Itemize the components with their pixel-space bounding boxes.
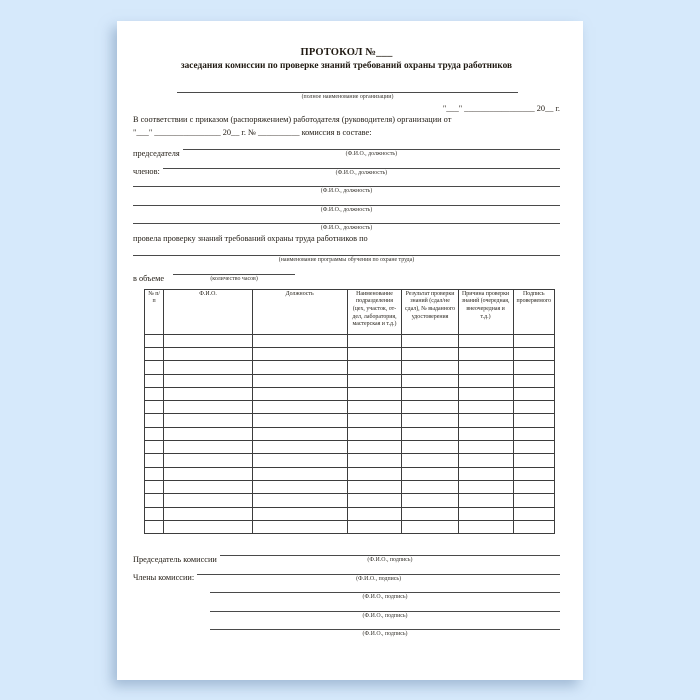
table-cell — [458, 334, 513, 347]
table-cell — [513, 441, 554, 454]
organization-name-line — [177, 83, 518, 93]
table-cell — [347, 480, 402, 493]
table-cell — [164, 387, 253, 400]
table-cell — [402, 480, 458, 493]
table-cell — [513, 387, 554, 400]
table-header-cell: Должность — [252, 289, 347, 334]
table-cell — [347, 401, 402, 414]
member-composition-row — [133, 214, 560, 231]
table-cell — [145, 454, 164, 467]
member-signature-line — [210, 602, 560, 612]
table-cell — [164, 520, 253, 533]
chairman-fill-line — [183, 140, 560, 150]
table-body — [145, 334, 555, 533]
table-cell — [458, 374, 513, 387]
conducted-check-line: провела проверку знаний требований охраны труда работников по — [133, 233, 368, 243]
table-cell — [252, 374, 347, 387]
table-cell — [513, 507, 554, 520]
table-cell — [458, 347, 513, 360]
program-name-caption: (наименование программы обучения по охране труда) — [278, 256, 415, 263]
table-cell — [252, 387, 347, 400]
table-cell — [164, 414, 253, 427]
member-composition-row — [133, 196, 560, 213]
fio-sign-caption: (Ф.И.О., подпись) — [356, 575, 402, 582]
table-cell — [252, 507, 347, 520]
table-cell — [347, 334, 402, 347]
table-row — [145, 334, 555, 347]
table-cell — [347, 507, 402, 520]
table-cell — [164, 347, 253, 360]
table-cell — [347, 520, 402, 533]
table-row — [145, 507, 555, 520]
table-cell — [513, 374, 554, 387]
table-cell — [145, 441, 164, 454]
table-cell — [347, 361, 402, 374]
verification-table — [144, 289, 555, 534]
table-cell — [164, 467, 253, 480]
fio-sign-caption: (Ф.И.О., подпись) — [362, 594, 408, 601]
table-row — [145, 414, 555, 427]
table-row — [145, 480, 555, 493]
table-cell — [458, 361, 513, 374]
table-cell — [252, 427, 347, 440]
table-cell — [252, 467, 347, 480]
table-cell — [402, 361, 458, 374]
intro-paragraph-line1: В соответствии с приказом (распоряжением) работодателя (руководителя) организации от — [133, 115, 452, 125]
table-cell — [252, 334, 347, 347]
table-header-cell: № п/п — [145, 289, 164, 334]
table-cell — [402, 467, 458, 480]
chairman-composition-row — [133, 140, 560, 157]
member-signature-row — [210, 583, 560, 600]
program-name-row — [133, 246, 560, 263]
table-cell — [402, 441, 458, 454]
hours-fill-line — [173, 265, 295, 275]
table-row — [145, 454, 555, 467]
table-cell — [513, 427, 554, 440]
chairman-label: председателя — [133, 148, 180, 158]
table-cell — [164, 480, 253, 493]
table-cell — [402, 520, 458, 533]
table-cell — [458, 414, 513, 427]
table-cell — [252, 401, 347, 414]
fio-sign-caption: (Ф.И.О., подпись) — [362, 612, 408, 619]
table-cell — [402, 507, 458, 520]
chairman-signature-row — [133, 546, 560, 563]
table-cell — [513, 494, 554, 507]
table-cell — [164, 401, 253, 414]
table-cell — [458, 387, 513, 400]
organization-name-block — [177, 83, 518, 100]
protocol-date-line: "___" _________________ 20__ г. — [442, 104, 560, 114]
program-name-line — [133, 246, 560, 256]
member-signature-line — [210, 620, 560, 630]
table-cell — [458, 401, 513, 414]
table-cell — [402, 347, 458, 360]
fio-position-caption: (Ф.И.О., должность) — [320, 206, 373, 213]
table-cell — [347, 454, 402, 467]
table-cell — [145, 507, 164, 520]
table-cell — [252, 347, 347, 360]
table-cell — [513, 334, 554, 347]
fio-sign-caption: (Ф.И.О., подпись) — [367, 557, 413, 564]
table-cell — [347, 414, 402, 427]
table-cell — [145, 480, 164, 493]
table-cell — [145, 334, 164, 347]
table-cell — [145, 414, 164, 427]
members-signature-label: Члены комиссии: — [133, 573, 195, 583]
table-cell — [402, 334, 458, 347]
member-signature-line — [197, 565, 560, 575]
table-cell — [145, 467, 164, 480]
table-cell — [458, 520, 513, 533]
table-cell — [458, 427, 513, 440]
table-cell — [347, 347, 402, 360]
table-cell — [402, 387, 458, 400]
table-cell — [513, 401, 554, 414]
member-signature-row — [210, 620, 560, 637]
table-row — [145, 361, 555, 374]
table-header-cell: Наименование подразделения (цех, участок, отдел, лаборатория, мастерская и т.д.) — [347, 289, 402, 334]
table-header-row — [145, 289, 555, 334]
fio-position-caption: (Ф.И.О., должность) — [320, 225, 373, 232]
table-cell — [458, 494, 513, 507]
table-cell — [513, 454, 554, 467]
table-row — [145, 347, 555, 360]
table-cell — [164, 361, 253, 374]
document-subtitle: заседания комиссии по проверке знаний требований охраны труда работников — [180, 61, 513, 71]
signature-block — [133, 546, 560, 637]
table-cell — [347, 467, 402, 480]
table-row — [145, 374, 555, 387]
table-row — [145, 494, 555, 507]
table-cell — [164, 441, 253, 454]
table-cell — [458, 454, 513, 467]
table-cell — [513, 347, 554, 360]
table-row — [145, 387, 555, 400]
chairman-signature-label: Председатель комиссии — [133, 554, 217, 564]
table-cell — [458, 507, 513, 520]
member-fill-line — [133, 214, 560, 224]
table-cell — [347, 374, 402, 387]
table-cell — [164, 454, 253, 467]
table-cell — [252, 494, 347, 507]
table-cell — [513, 480, 554, 493]
table-row — [145, 467, 555, 480]
table-cell — [347, 494, 402, 507]
table-row — [145, 520, 555, 533]
table-cell — [164, 374, 253, 387]
table-cell — [145, 494, 164, 507]
table-cell — [145, 387, 164, 400]
table-cell — [252, 520, 347, 533]
member-fill-line — [133, 177, 560, 187]
table-header-cell: Подпись проверяемого — [513, 289, 554, 334]
hours-caption: (количество часов) — [210, 276, 258, 283]
table-cell — [164, 494, 253, 507]
members-label: членов: — [133, 167, 160, 177]
member-fill-line — [163, 159, 560, 169]
volume-row — [133, 265, 560, 282]
table-row — [145, 441, 555, 454]
table-cell — [145, 520, 164, 533]
document-title: ПРОТОКОЛ №___ — [300, 47, 393, 58]
table-cell — [513, 361, 554, 374]
member-signature-line — [210, 583, 560, 593]
table-cell — [252, 414, 347, 427]
table-header-cell: Ф.И.О. — [164, 289, 253, 334]
table-row — [145, 401, 555, 414]
chairman-signature-line — [220, 546, 560, 556]
table-header-cell: Причина проверки знаний (очередная, внеочередная и т.д.) — [458, 289, 513, 334]
table-cell — [252, 454, 347, 467]
table-cell — [164, 427, 253, 440]
table-cell — [402, 494, 458, 507]
table-cell — [458, 441, 513, 454]
table-cell — [145, 401, 164, 414]
intro-paragraph-line2: "___" ________________ 20__ г. № __________ комиссия в составе: — [133, 128, 372, 138]
table-header-cell: Результат проверки знаний (сдал/не сдал), № выданного удостоверения — [402, 289, 458, 334]
table-cell — [513, 414, 554, 427]
member-fill-line — [133, 196, 560, 206]
table-cell — [164, 507, 253, 520]
table-cell — [402, 374, 458, 387]
fio-sign-caption: (Ф.И.О., подпись) — [362, 631, 408, 638]
volume-label: в объеме — [133, 273, 165, 283]
table-cell — [145, 361, 164, 374]
table-cell — [164, 334, 253, 347]
table-cell — [513, 520, 554, 533]
members-composition-row — [133, 159, 560, 176]
organization-name-caption: (полное наименование организации) — [301, 94, 394, 100]
table-cell — [347, 427, 402, 440]
protocol-document-page — [117, 21, 583, 680]
table-cell — [402, 454, 458, 467]
table-cell — [252, 480, 347, 493]
fio-position-caption: (Ф.И.О., должность) — [335, 169, 388, 176]
table-cell — [145, 374, 164, 387]
fio-position-caption: (Ф.И.О., должность) — [320, 188, 373, 195]
fio-position-caption: (Ф.И.О., должность) — [345, 151, 398, 158]
table-cell — [458, 480, 513, 493]
table-cell — [145, 427, 164, 440]
table-cell — [347, 441, 402, 454]
table-cell — [145, 347, 164, 360]
table-cell — [402, 414, 458, 427]
table-cell — [347, 387, 402, 400]
member-composition-row — [133, 177, 560, 194]
members-signature-row — [133, 565, 560, 582]
member-signature-row — [210, 602, 560, 619]
table-cell — [458, 467, 513, 480]
table-cell — [513, 467, 554, 480]
table-cell — [252, 441, 347, 454]
table-cell — [402, 427, 458, 440]
table-cell — [402, 401, 458, 414]
table-row — [145, 427, 555, 440]
table-cell — [252, 361, 347, 374]
